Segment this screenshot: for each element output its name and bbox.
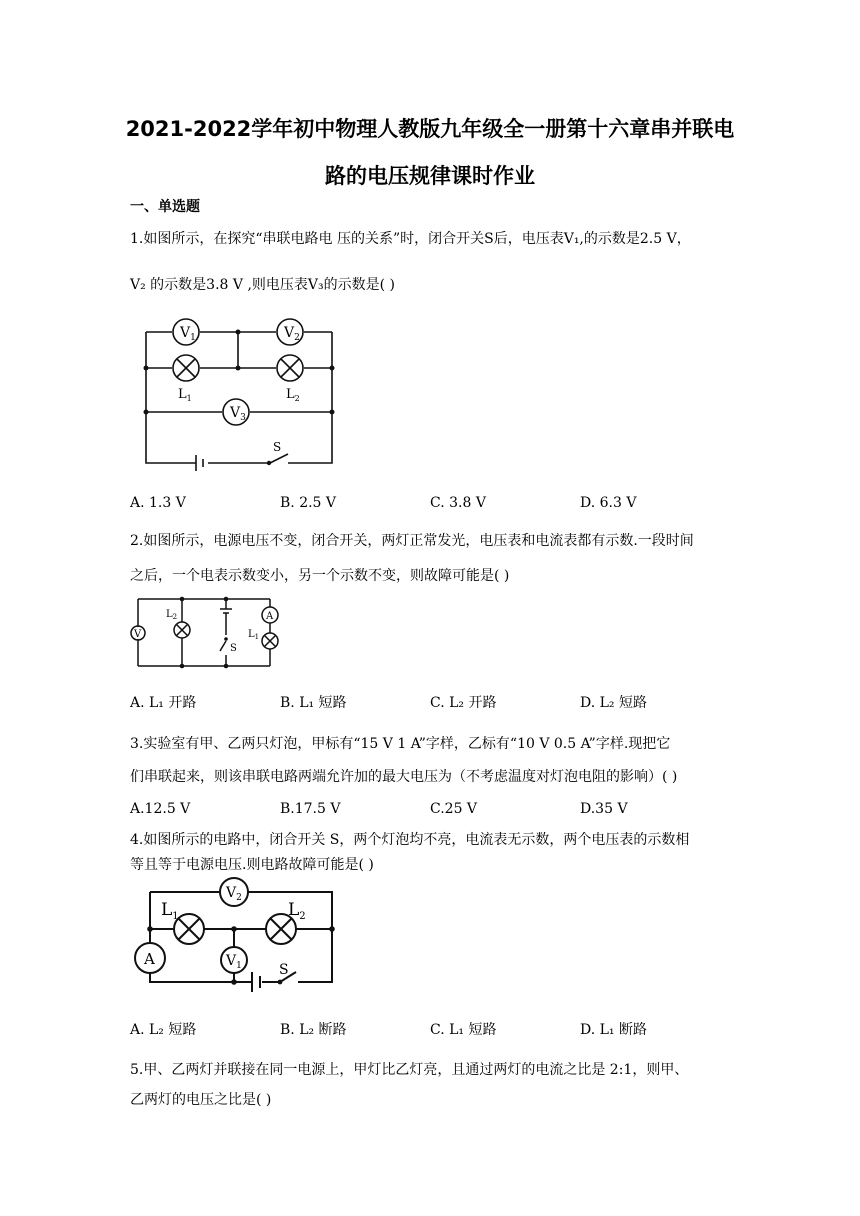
fig4-ammeter-label: A [144, 950, 155, 968]
question-5-text-line1: 5.甲、乙两灯并联接在同一电源上，甲灯比乙灯亮，且通过两灯的电流之比是 2:1，则甲、 [130, 1062, 689, 1078]
question-2-option-b[interactable]: B. L₁ 短路 [280, 695, 347, 711]
question-4-text-line1: 4.如图所示的电路中，闭合开关 S，两个灯泡均不亮，电流表无示数，两个电压表的示数相 [130, 832, 690, 848]
question-3-text-line1: 3.实验室有甲、乙两只灯泡，甲标有“15 V 1 A”字样，乙标有“10 V 0.5 A”字样.现把它 [130, 736, 671, 752]
question-1-text-line1: 1.如图所示，在探究“串联电路电 压的关系”时，闭合开关S后，电压表V₁,的示数是2.5 V， [130, 231, 691, 247]
question-1-text-line2: V₂ 的示数是3.8 V ,则电压表V₃的示数是( ) [130, 277, 395, 293]
question-3-option-d[interactable]: D.35 V [580, 801, 628, 817]
question-2-option-d[interactable]: D. L₂ 短路 [580, 695, 647, 711]
question-3-option-a[interactable]: A.12.5 V [130, 801, 191, 817]
fig1-switch-label: S [273, 440, 282, 454]
question-3-option-c[interactable]: C.25 V [430, 801, 478, 817]
circuit-diagram-2 [130, 595, 300, 670]
circuit-diagram-4 [130, 878, 345, 996]
fig4-l1-label: $L_1$ [161, 900, 179, 922]
question-5-text-line2: 乙两灯的电压之比是( ) [130, 1092, 272, 1108]
question-2-option-a[interactable]: A. L₁ 开路 [130, 695, 197, 711]
question-1-option-b[interactable]: B. 2.5 V [280, 495, 337, 511]
question-4-option-b[interactable]: B. L₂ 断路 [280, 1022, 347, 1038]
question-1-option-a[interactable]: A. 1.3 V [130, 495, 186, 511]
question-4-option-a[interactable]: A. L₂ 短路 [130, 1022, 197, 1038]
section-heading: 一、单选题 [130, 199, 200, 215]
fig2-switch-label: S [230, 643, 237, 654]
circuit-diagram-1 [138, 318, 338, 468]
fig1-l2-label: $L_2$ [286, 387, 300, 403]
question-1-option-c[interactable]: C. 3.8 V [430, 495, 486, 511]
question-2-text-line2: 之后，一个电表示数变小，另一个示数不变，则故障可能是( ) [130, 568, 510, 584]
document-title-line2: 路的电压规律课时作业 [325, 164, 535, 188]
fig1-v1-label: $V_1$ [180, 325, 196, 343]
fig1-l1-label: $L_1$ [178, 387, 192, 403]
document-title-line1: 2021-2022学年初中物理人教版九年级全一册第十六章串并联电 [125, 117, 735, 141]
fig2-l2-label: $L_2$ [166, 609, 178, 621]
question-4-option-d[interactable]: D. L₁ 断路 [580, 1022, 647, 1038]
fig1-v2-label: $V_2$ [284, 325, 300, 343]
question-4-text-line2: 等且等于电源电压.则电路故障可能是( ) [130, 857, 374, 873]
question-4-option-c[interactable]: C. L₁ 短路 [430, 1022, 497, 1038]
question-2-option-c[interactable]: C. L₂ 开路 [430, 695, 497, 711]
question-3-option-b[interactable]: B.17.5 V [280, 801, 341, 817]
question-2-text-line1: 2.如图所示，电源电压不变，闭合开关，两灯正常发光，电压表和电流表都有示数.一段时间 [130, 533, 694, 549]
fig4-v1-label: $V_1$ [226, 953, 242, 971]
fig1-v3-label: $V_3$ [230, 405, 246, 423]
question-1-option-d[interactable]: D. 6.3 V [580, 495, 637, 511]
fig4-switch-label: S [279, 962, 289, 978]
fig2-ammeter-label: A [266, 611, 274, 622]
fig2-l1-label: $L_1$ [248, 629, 260, 641]
fig4-l2-label: $L_2$ [288, 900, 306, 922]
question-3-text-line2: 们串联起来，则该串联电路两端允许加的最大电压为（不考虑温度对灯泡电阻的影响）( ) [130, 769, 678, 785]
fig2-voltmeter-label: V [134, 629, 142, 640]
fig4-v2-label: $V_2$ [226, 885, 242, 903]
